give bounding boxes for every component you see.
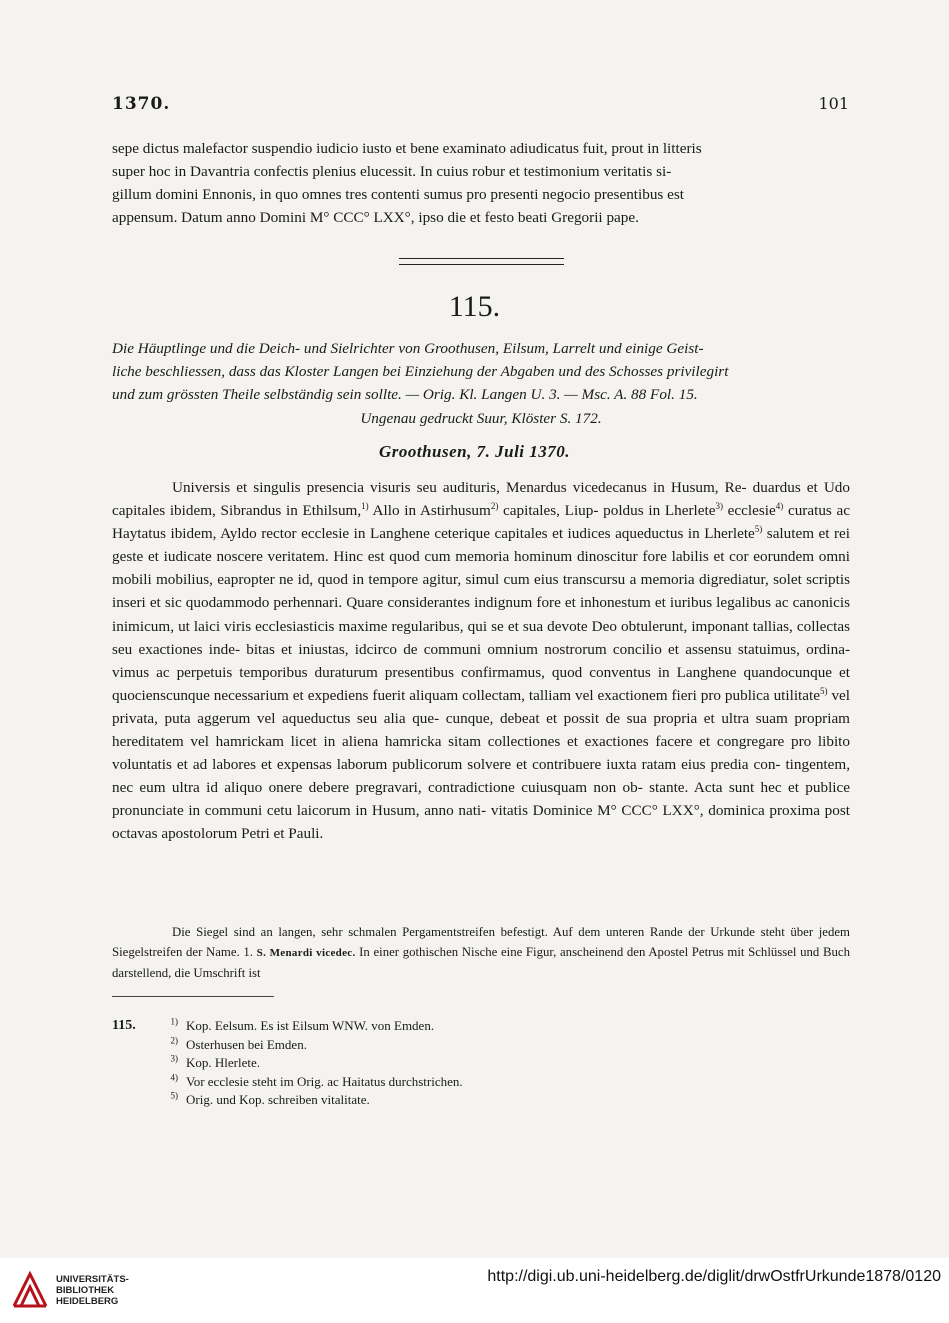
header-year: 1370. bbox=[112, 94, 171, 114]
footnote-item: $^{3)}$ Kop. Hlerlete. bbox=[170, 1053, 261, 1070]
section-divider bbox=[399, 258, 564, 265]
summary-line: Ungenau gedruckt Suur, Klöster S. 172. bbox=[360, 409, 602, 427]
footnote-item: $^{2)}$ Osterhusen bei Emden. bbox=[170, 1035, 307, 1052]
source-url-link[interactable]: http://digi.ub.uni-heidelberg.de/diglit/drwOstfrUrkunde1878/0120 bbox=[487, 1268, 941, 1285]
document-number: 115. bbox=[448, 290, 501, 323]
footnote-ref: 5) bbox=[754, 524, 763, 535]
viewer-footer bbox=[0, 1258, 949, 1323]
seal-inscription: S. Menardi vicedec. bbox=[256, 947, 356, 959]
intro-line: sepe dictus malefactor suspendio iudicio iusto et bene examinato adiudicatus fuit, prout in litteris bbox=[112, 140, 702, 157]
intro-line: appensum. Datum anno Domini M° CCC° LXX°, ipso die et festo beati Gregorii pape. bbox=[112, 209, 639, 227]
summary-line: und zum grössten Theile selbständig sein sollte. — Orig. Kl. Langen U. 3. — Msc. A. 88 Fol. 15. bbox=[112, 386, 698, 404]
running-header bbox=[112, 94, 849, 120]
document-summary bbox=[112, 337, 850, 430]
footnote-item: $^{4)}$ Vor ecclesie steht im Orig. ac Haitatus durchstrichen. bbox=[170, 1072, 463, 1089]
footnotes bbox=[112, 1017, 712, 1110]
seal-description: Die Siegel sind an langen, sehr schmalen Pergamentstreifen befestigt. Auf dem unteren Rande der Urkunde steht über jedem Siegelstreifen der Name. 1. S. Menardi vicedec. In einer gothischen Nische eine Figur, anscheinend den Apostel Petrus mit Schlüssel und Buch darstellend, die Umschrift ist bbox=[112, 925, 850, 980]
library-logo[interactable] bbox=[10, 1270, 129, 1310]
charter-body bbox=[112, 476, 850, 846]
footnote-ref: 1) bbox=[361, 501, 369, 512]
summary-line: Die Häuptlinge und die Deich- und Sielrichter von Groothusen, Eilsum, Larrelt und einige Geist- bbox=[112, 340, 704, 357]
library-name: UNIVERSITÄTS- BIBLIOTHEK HEIDELBERG bbox=[56, 1273, 129, 1307]
place-date-heading: Groothusen, 7. Juli 1370. bbox=[378, 442, 571, 461]
footnote-ref: 2) bbox=[490, 501, 499, 512]
footnote-divider bbox=[112, 996, 274, 997]
footnote-item: $^{5)}$ Orig. und Kop. schreiben vitalitate. bbox=[170, 1090, 370, 1107]
footnote-ref: 5) bbox=[819, 685, 828, 696]
footnote-label: 115. bbox=[112, 1018, 136, 1033]
intro-line: super hoc in Davantria confectis plenius elucessit. In cuius robur et testimonium veritatis si- bbox=[112, 163, 672, 181]
page-number: 101 bbox=[818, 94, 849, 113]
library-logo-icon bbox=[10, 1270, 50, 1310]
footnote-item: 115. $^{1)}$ Kop. Eelsum. Es ist Eilsum WNW. von Emden. bbox=[112, 1017, 712, 1036]
footnote-ref: 3) bbox=[715, 501, 723, 512]
intro-line: gillum domini Ennonis, in quo omnes tres contenti sumus pro presenti negocio presentibus est bbox=[112, 186, 684, 204]
intro-paragraph bbox=[112, 137, 850, 229]
charter-paragraph: Universis et singulis presencia visuris seu audituris, Menardus vicedecanus in Husum, Re- duardus et Udo capitales ibidem, Sibrandus in Ethilsum,$^{1)}$ Allo in Astirhusum$^{2)}$ capitales, Liup- poldus in Lherlete$^{3)}$ ecclesie$^{4)}$ curatus ac Haytatus ibidem, Ayldo rector ecclesie in Langhene ceterique capitales et iudices aqueductus in Lherlete$^{5)}$ salutem et rei geste et iudicate noscere veritatem. Hinc est quod cum memoria hominum dinoscitur fore labilis et cor eorundem omni mobili mobilius, eapropter ne id, quod in tempore agitur, simul cum eius transcursu a memoria digrediatur, solet scriptis inseri et sic quodammodo perhennari. Quare considerantes indignum fore et inhonestum et iuribus legalibus ac canonicis inimicum, ut laici viris ecclesiasticis maxime regularibus, qui se et sua devote Deo obtulerunt, imponant tallias, collectas seu exactiones inde- bitas et iniustas, idcirco de communi omnium nostrorum concilio et assensu statuimus, ordina- vimus ac perpetuis temporibus duraturum presentibus confirmamus, quod conventus in Langhene quandocunque et quocienscunque necessarium et expediens fuerit aliquam collectam, talliam vel exactionem fieri pro publica utilitate$^{5)}$ vel privata, puta aggerum vel aqueductus seu alia que- cunque, debeat et possit de sua propria et ultra suam propriam hereditatem vel hamrickam licet in aliena hamricka sitam collectiones et exactiones facere et congregare pro libito voluntatis et ad labores et expensas laborum publicorum solvere et contribuere iuxta ratam eius predia con- tingentem, nec eum ultra id aliquo onere debere pregravari, contradictione cuiusquam non ob- stante. Acta sunt hec et publice pronunciate in communi cetu laicorum in Husum, anno nati- vitatis Dominice M° CCC° LXX°, dominica proxima post octavas apostolorum Petri et Pauli. bbox=[112, 479, 851, 843]
summary-line: liche beschliessen, dass das Kloster Langen bei Einziehung der Abgaben und des Schosses privilegirt bbox=[112, 363, 729, 381]
footnote-ref: 4) bbox=[775, 501, 784, 512]
